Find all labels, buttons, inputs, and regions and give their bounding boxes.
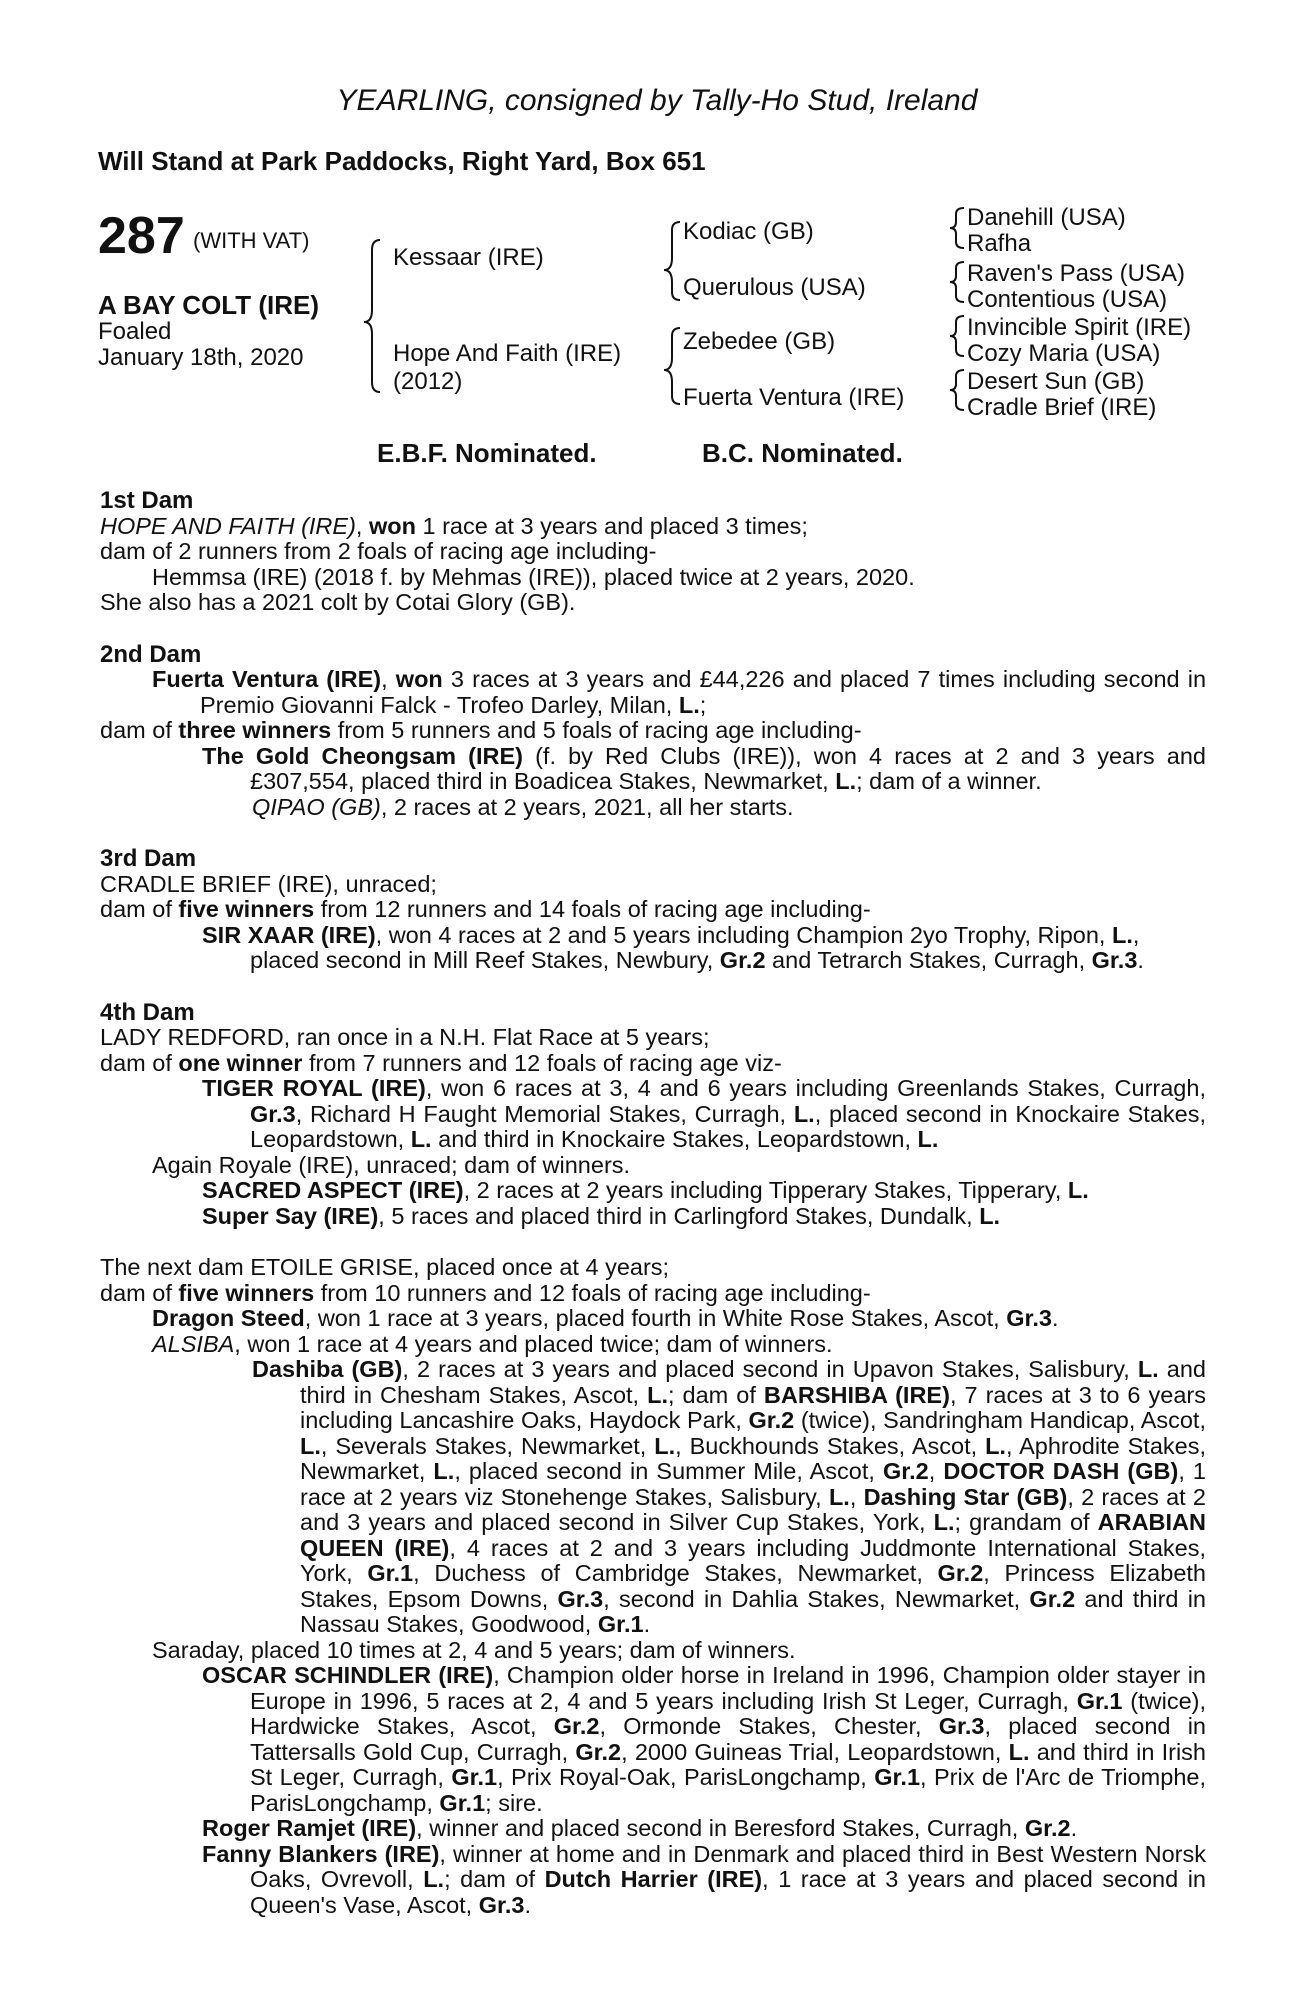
second-dam-produce: dam of three winners from 5 runners and 5 foals of racing age including- bbox=[100, 717, 862, 743]
fourth-dam-winner: TIGER ROYAL (IRE), won 6 races at 3, 4 and 6 years including Greenlands Stakes, Curragh, Gr.3, Richard H Faught Memorial Stakes, Curragh, L., placed second in Knockaire Stakes, Leopardstown, L. and third in Knockaire Stakes, Leopardstown, L. bbox=[202, 1075, 1206, 1152]
next-dam-alsiba: ALSIBA, won 1 race at 4 years and placed twice; dam of winners. bbox=[152, 1330, 833, 1357]
next-dam-winner-dragon: Dragon Steed, won 1 race at 3 years, placed fourth in White Rose Stakes, Ascot, Gr.3. bbox=[152, 1305, 1059, 1331]
granddam-2: Contentious (USA) bbox=[967, 286, 1168, 313]
next-dam-roger: Roger Ramjet (IRE), winner and placed second in Beresford Stakes, Curragh, Gr.2. bbox=[202, 1815, 1078, 1841]
dam: Hope And Faith (IRE) bbox=[393, 340, 622, 367]
next-dam-dashiba: Dashiba (GB), 2 races at 3 years and placed second in Upavon Stakes, Salisbury, L. and third in Chesham Stakes, Ascot, L.; dam of BARSHIBA (IRE), 7 races at 3 to 6 years including Lancashire Oaks, Haydock Park, Gr.2 (twice), Sandringham Handicap, Ascot, L., Severals Stakes, Newmarket, L., Buckhounds Stakes, Ascot, L., Aphrodite Stakes, Newmarket, L., placed second in Summer Mile, Ascot, Gr.2, DOCTOR DASH (GB), 1 race at 2 years viz Stonehenge Stakes, Salisbury, L., Dashing Star (GB), 2 races at 2 and 3 years and placed second in Silver Cup Stakes, York, L.; grandam of ARABIAN QUEEN (IRE), 4 races at 2 and 3 years including Juddmonte International Stakes, York, Gr.1, Duchess of Cambridge Stakes, Newmarket, Gr.2, Princess Elizabeth Stakes, Epsom Downs, Gr.3, second in Dahlia Stakes, Newmarket, Gr.2 and third in Nassau Stakes, Goodwood, Gr.1. bbox=[252, 1356, 1207, 1637]
ebf-nomination: E.B.F. Nominated. bbox=[377, 438, 597, 468]
grandsire-3: Invincible Spirit (IRE) bbox=[967, 314, 1192, 341]
next-dam-record: The next dam ETOILE GRISE, placed once at 4 years; bbox=[100, 1254, 670, 1280]
stand-location: Will Stand at Park Paddocks, Right Yard, Box 651 bbox=[98, 146, 706, 176]
granddam-3: Cozy Maria (USA) bbox=[967, 340, 1161, 367]
third-dam-heading: 3rd Dam bbox=[100, 845, 197, 872]
next-dam-oscar: OSCAR SCHINDLER (IRE), Champion older horse in Ireland in 1996, Champion older stayer in Europe in 1996, 5 races at 2, 4 and 5 years including Irish St Leger, Curragh, Gr.1 (twice), Hardwicke Stakes, Ascot, Gr.2, Ormonde Stakes, Chester, Gr.3, placed second in Tattersalls Gold Cup, Curragh, Gr.2, 2000 Guineas Trial, Leopardstown, L. and third in Irish St Leger, Curragh, Gr.1, Prix Royal-Oak, ParisLongchamp, Gr.1, Prix de l'Arc de Triomphe, ParisLongchamp, Gr.1; sire. bbox=[202, 1662, 1206, 1816]
fourth-dam-grandson-1: SACRED ASPECT (IRE), 2 races at 2 years including Tipperary Stakes, Tipperary, L. bbox=[202, 1177, 1089, 1203]
dam-dam: Fuerta Ventura (IRE) bbox=[683, 384, 905, 411]
fourth-dam-produce: dam of one winner from 7 runners and 12 foals of racing age viz- bbox=[100, 1049, 782, 1076]
first-dam-foal: Hemmsa (IRE) (2018 f. by Mehmas (IRE)), placed twice at 2 years, 2020. bbox=[152, 563, 915, 590]
second-dam-grandfoal: QIPAO (GB), 2 races at 2 years, 2021, all her starts. bbox=[252, 793, 794, 820]
catalogue-subtitle: YEARLING, consigned by Tally-Ho Stud, Ireland bbox=[336, 84, 978, 117]
fourth-dam-record: LADY REDFORD, ran once in a N.H. Flat Race at 5 years; bbox=[100, 1024, 710, 1050]
grandsire-2: Raven's Pass (USA) bbox=[967, 260, 1185, 287]
catalogue-body bbox=[100, 488, 1206, 1918]
dam-year: (2012) bbox=[393, 368, 463, 395]
sire: Kessaar (IRE) bbox=[393, 244, 544, 271]
sire-sire: Kodiac (GB) bbox=[683, 218, 814, 245]
next-dam-produce: dam of five winners from 10 runners and 12 foals of racing age including- bbox=[100, 1279, 871, 1306]
fourth-dam-grandson-2: Super Say (IRE), 5 races and placed third in Carlingford Stakes, Dundalk, L. bbox=[202, 1202, 1001, 1229]
fourth-dam-heading: 4th Dam bbox=[100, 998, 195, 1026]
third-dam-winner: SIR XAAR (IRE), won 4 races at 2 and 5 years including Champion 2yo Trophy, Ripon, L., placed second in Mill Reef Stakes, Newbury, Gr.2 and Tetrarch Stakes, Curragh, Gr.3. bbox=[202, 921, 1144, 973]
dam-sire: Zebedee (GB) bbox=[683, 328, 836, 355]
first-dam-heading: 1st Dam bbox=[100, 487, 194, 514]
grandsire-1: Danehill (USA) bbox=[967, 204, 1126, 231]
first-dam-note: She also has a 2021 colt by Cotai Glory (GB). bbox=[100, 589, 576, 615]
second-dam-heading: 2nd Dam bbox=[100, 640, 202, 668]
fourth-dam-daughter: Again Royale (IRE), unraced; dam of winners. bbox=[152, 1151, 631, 1178]
sire-dam: Querulous (USA) bbox=[683, 274, 866, 301]
third-dam-produce: dam of five winners from 12 runners and 14 foals of racing age including- bbox=[100, 896, 871, 922]
vat-note: (WITH VAT) bbox=[193, 228, 310, 253]
lot-description: A BAY COLT (IRE) bbox=[98, 290, 320, 320]
granddam-1: Rafha bbox=[967, 230, 1032, 257]
third-dam-record: CRADLE BRIEF (IRE), unraced; bbox=[100, 870, 437, 897]
next-dam-saraday: Saraday, placed 10 times at 2, 4 and 5 years; dam of winners. bbox=[152, 1636, 796, 1663]
lot-number: 287 bbox=[98, 207, 185, 265]
first-dam-record: HOPE AND FAITH (IRE), won 1 race at 3 years and placed 3 times; bbox=[100, 512, 808, 539]
foaled-label: Foaled bbox=[98, 318, 172, 345]
granddam-4: Cradle Brief (IRE) bbox=[967, 394, 1157, 421]
second-dam-record: Fuerta Ventura (IRE), won 3 races at 3 years and £44,226 and placed 7 times including second in Premio Giovanni Falck - Trofeo Darley, Milan, L.; bbox=[152, 666, 1207, 718]
foaled-date: January 18th, 2020 bbox=[98, 344, 304, 371]
next-dam-fanny: Fanny Blankers (IRE), winner at home and in Denmark and placed third in Best Western Norsk Oaks, Ovrevoll, L.; dam of Dutch Harrier (IRE), 1 race at 3 years and placed second in Queen's Vase, Ascot, Gr.3. bbox=[202, 1840, 1206, 1918]
first-dam-produce: dam of 2 runners from 2 foals of racing age including- bbox=[100, 538, 657, 564]
grandsire-4: Desert Sun (GB) bbox=[967, 368, 1145, 395]
bc-nomination: B.C. Nominated. bbox=[702, 438, 903, 468]
second-dam-winner: The Gold Cheongsam (IRE) (f. by Red Clubs (IRE)), won 4 races at 2 and 3 years and £307,554, placed third in Boadicea Stakes, Newmarket, L.; dam of a winner. bbox=[202, 742, 1206, 794]
